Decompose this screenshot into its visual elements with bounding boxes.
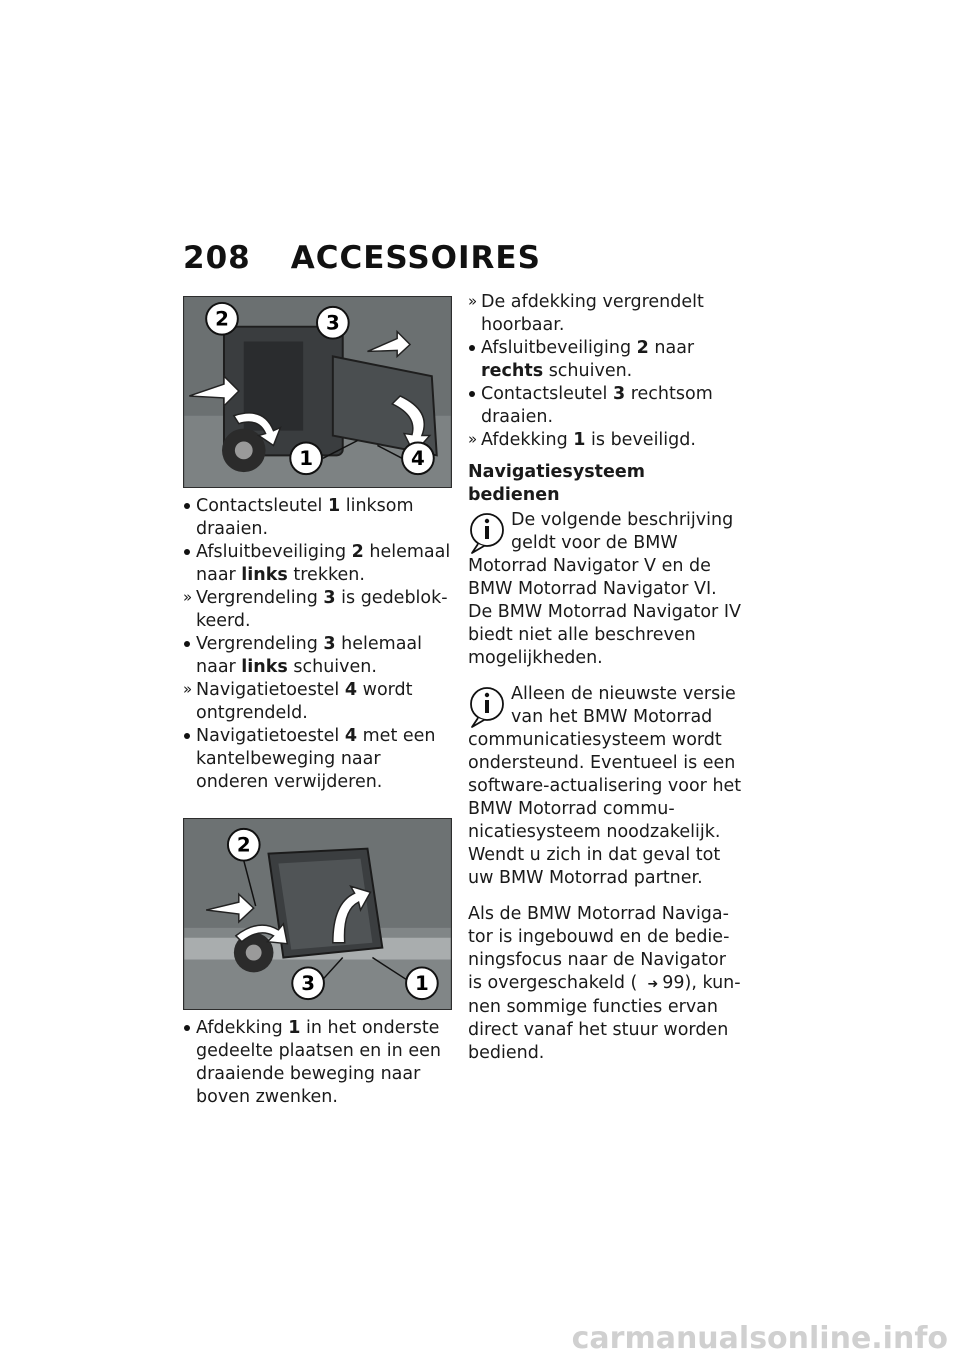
figure2-callout-1: 1 (415, 972, 429, 996)
navigator-mount-illustration (184, 297, 451, 487)
step-result: De afdekking vergrendelt hoorbaar. (481, 292, 704, 335)
info-icon (468, 685, 506, 729)
info-note (468, 683, 742, 890)
note-text: De volgende beschrijving geldt voor de BMW Motorrad Navigator V en de BMW Motorrad Navigator VI. De BMW Motorrad Navigator IV biedt niet alle beschreven mogelijkheden. (468, 510, 741, 668)
removal-steps (183, 495, 453, 794)
step-result: Vergrendeling 3 is gedeblokkeerd. (196, 588, 448, 631)
step-result: Afdekking 1 is beveiligd. (481, 430, 696, 450)
cover-mount-illustration (184, 819, 451, 1009)
page-reference[interactable]: 99 (662, 973, 685, 993)
left-column (183, 296, 453, 1109)
step-item: Afsluitbeveiliging 2 helemaal naar links trekken. (196, 542, 451, 585)
figure-navigator-removal (183, 296, 452, 488)
step-item: Afsluitbeveiliging 2 naar rechts schuiven. (481, 338, 695, 381)
figure1-callout-3: 3 (325, 311, 340, 335)
section-subheading: Navigatiesysteem bedienen (468, 462, 646, 505)
step-item: Navigatietoestel 4 met een kantelbeweging naar onderen verwijderen. (196, 726, 436, 792)
figure1-callout-2: 2 (215, 307, 229, 331)
step-item: Contactsleutel 3 rechtsom draaien. (481, 384, 713, 427)
step-item: Afdekking 1 in het onderste gedeelte plaatsen en in een draaiende beweging naar boven zwenken. (196, 1018, 441, 1107)
footer-watermark: carmanualsonline.info (571, 1321, 948, 1356)
navigator-paragraph: Als de BMW Motorrad Navigator is ingebouwd en de bedieningsfocus naar de Navigator is overgeschakeld ( ➜ 99), kunnen sommige functies ervan direct vanaf het stuur worden bediend. (468, 904, 741, 1063)
section-title: ACCESSOIRES (290, 240, 541, 276)
step-item: Contactsleutel 1 linksom draaien. (196, 496, 414, 539)
figure1-callout-1: 1 (299, 447, 314, 471)
info-icon (468, 511, 506, 555)
info-note (468, 509, 742, 670)
right-column (468, 291, 742, 1065)
figure1-callout-4: 4 (411, 447, 425, 471)
step-item: Vergrendeling 3 helemaal naar links schuiven. (196, 634, 422, 677)
note-text: Alleen de nieuwste versie van het BMW Motorrad communicatiesysteem wordt ondersteund. Eventueel is een software-actualisering voor het BMW Motorrad communicatiesysteem noodzakelijk. Wendt u zich in dat geval tot uw BMW Motorrad partner. (468, 684, 742, 888)
page-header (183, 240, 541, 276)
figure2-callout-3: 3 (301, 972, 315, 996)
step-result: Navigatietoestel 4 wordt ontgrendeld. (196, 680, 413, 723)
figure2-callout-2: 2 (236, 833, 251, 857)
page-number: 208 (183, 240, 251, 276)
installation-steps (183, 1017, 453, 1109)
figure-cover-installation (183, 818, 452, 1010)
locking-steps (468, 291, 742, 452)
page-reference-arrow-icon: ➜ (647, 977, 659, 992)
